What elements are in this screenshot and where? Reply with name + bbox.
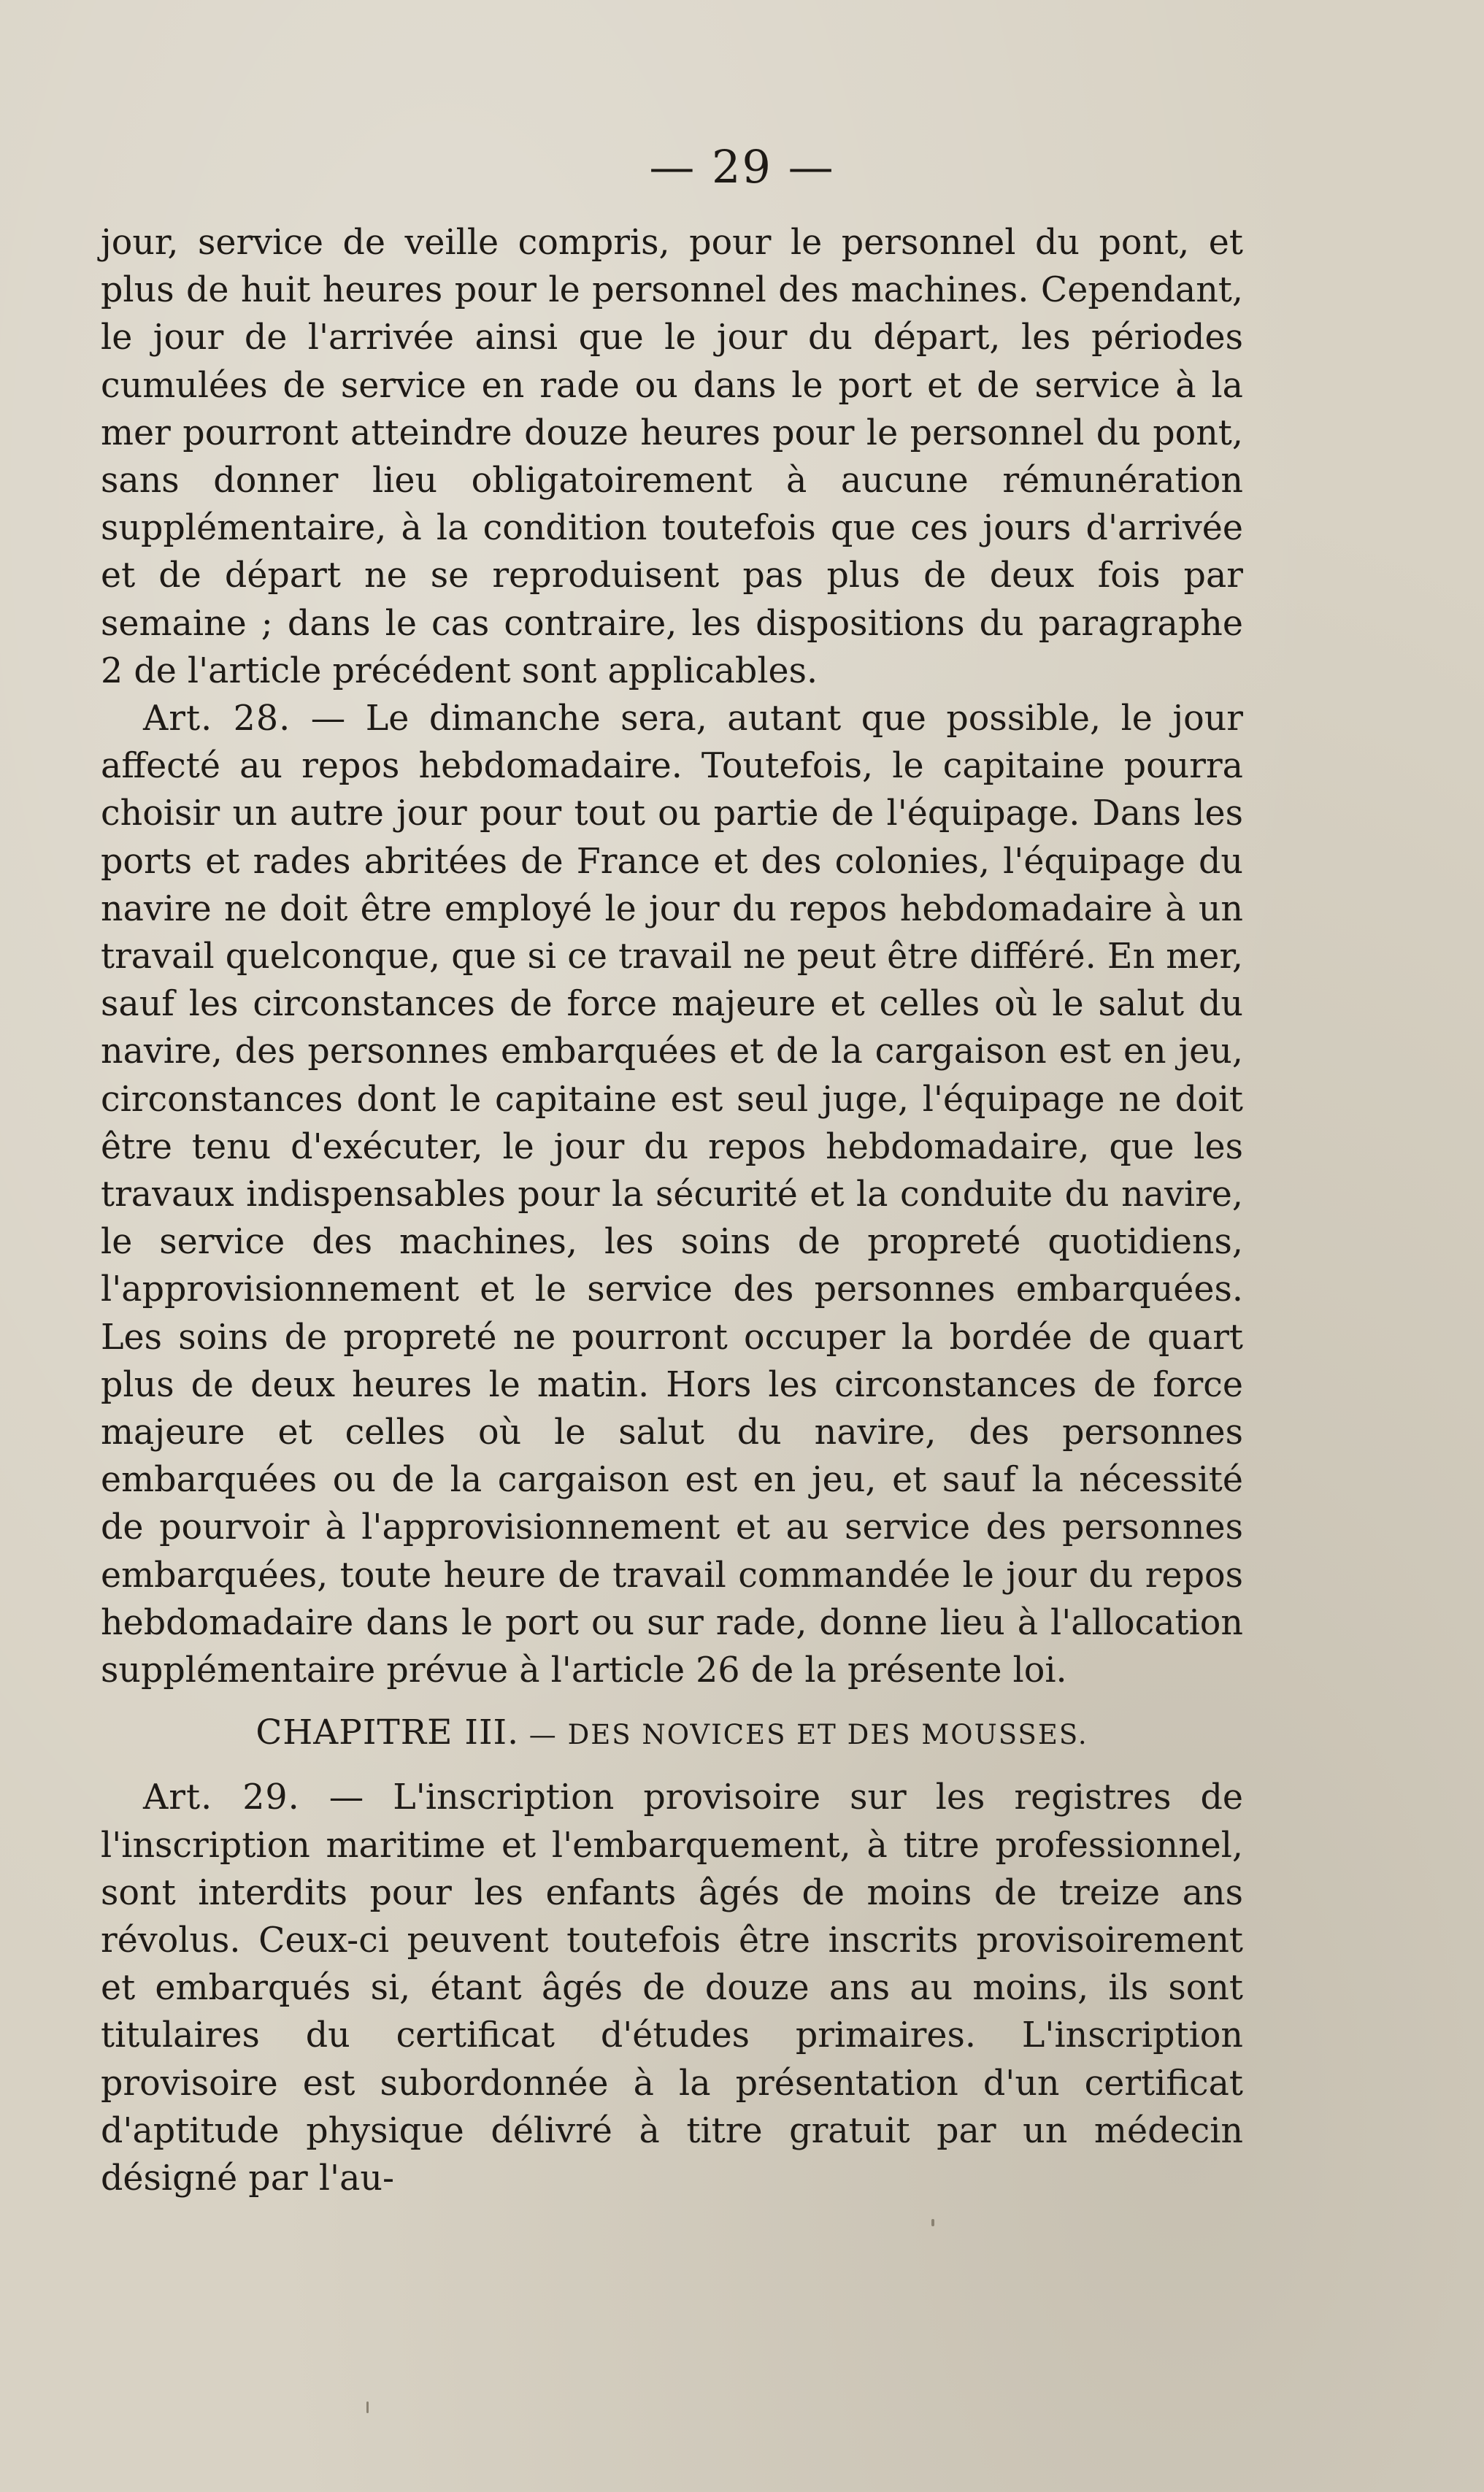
article-28-text: — Le dimanche sera, autant que possible, le jour affecté au repos hebdomadaire. Toutefois, le capitaine pourra choisir un autre jour pour tout ou partie de l'équipage. Dans les ports et rades abritées de France et des colonies, l'équipage du navire ne doit être employé le jour du repos hebdomadaire à un travail quelconque, que si ce travail ne peut être différé. En mer, sauf les circonstances de force majeure et celles où le salut du navire, des personnes embarquées et de la cargaison est en jeu, circonstances dont le capitaine est seul juge, l'équipage ne doit être tenu d'exécuter, le jour du repos hebdomadaire, que les travaux indispensables pour la sécurité et la conduite du navire, le service des machines, les soins de propreté quotidiens, l'approvisionnement et le service des personnes embarquées. Les soins de propreté ne pourront occuper la bordée de quart plus de deux heures le matin. Hors les circonstances de force majeure et celles où le salut du navire, des personnes embarquées ou de la cargaison est en jeu, et sauf la nécessité de pourvoir à l'approvisionnement et au service des personnes embarquées, toute heure de travail commandée le jour du repos hebdomadaire dans le port ou sur rade, donne lieu à l'allocation supplémentaire prévue à l'article 26 de la présente loi. xyxy=(101,699,1243,1691)
chapter-label: CHAPITRE III. xyxy=(255,1712,520,1753)
body-text xyxy=(101,219,1243,2202)
article-29-text: — L'inscription provisoire sur les registres de l'inscription maritime et l'embarquement, à titre professionnel, sont interdits pour les enfants âgés de moins de treize ans révolus. Ceux-ci peuvent toutefois être inscrits provisoirement et embarqués si, étant âgés de douze ans au moins, ils sont titulaires du certificat d'études primaires. L'inscription provisoire est subordonnée à la présentation d'un certificat d'aptitude physique délivré à titre gratuit par un médecin désigné par l'au- xyxy=(101,1777,1243,2199)
article-29 xyxy=(101,1774,1243,2202)
page-number: — 29 — xyxy=(649,140,835,193)
chapter-heading xyxy=(101,1707,1243,1761)
paragraph-continuation: jour, service de veille compris, pour le personnel du pont, et plus de huit heures pour le personnel des machines. Cependant, le jour de l'arrivée ainsi que le jour du départ, les périodes cumulées de service en rade ou dans le port et de service à la mer pourront atteindre douze heures pour le personnel du pont, sans donner lieu obligatoirement à aucune rémunération supplémentaire, à la condition toutefois que ces jours d'arrivée et de départ ne se reproduisent pas plus de deux fois par semaine ; dans le cas contraire, les dispositions du paragraphe 2 de l'article précédent sont applicables. xyxy=(101,223,1243,691)
paper-speck xyxy=(931,2219,934,2226)
article-28 xyxy=(101,695,1243,1694)
article-29-label: Art. 29. xyxy=(143,1777,300,1818)
paper-speck xyxy=(366,2401,369,2413)
chapter-title: — DES NOVICES ET DES MOUSSES. xyxy=(519,1719,1088,1751)
article-28-label: Art. 28. xyxy=(143,699,291,739)
